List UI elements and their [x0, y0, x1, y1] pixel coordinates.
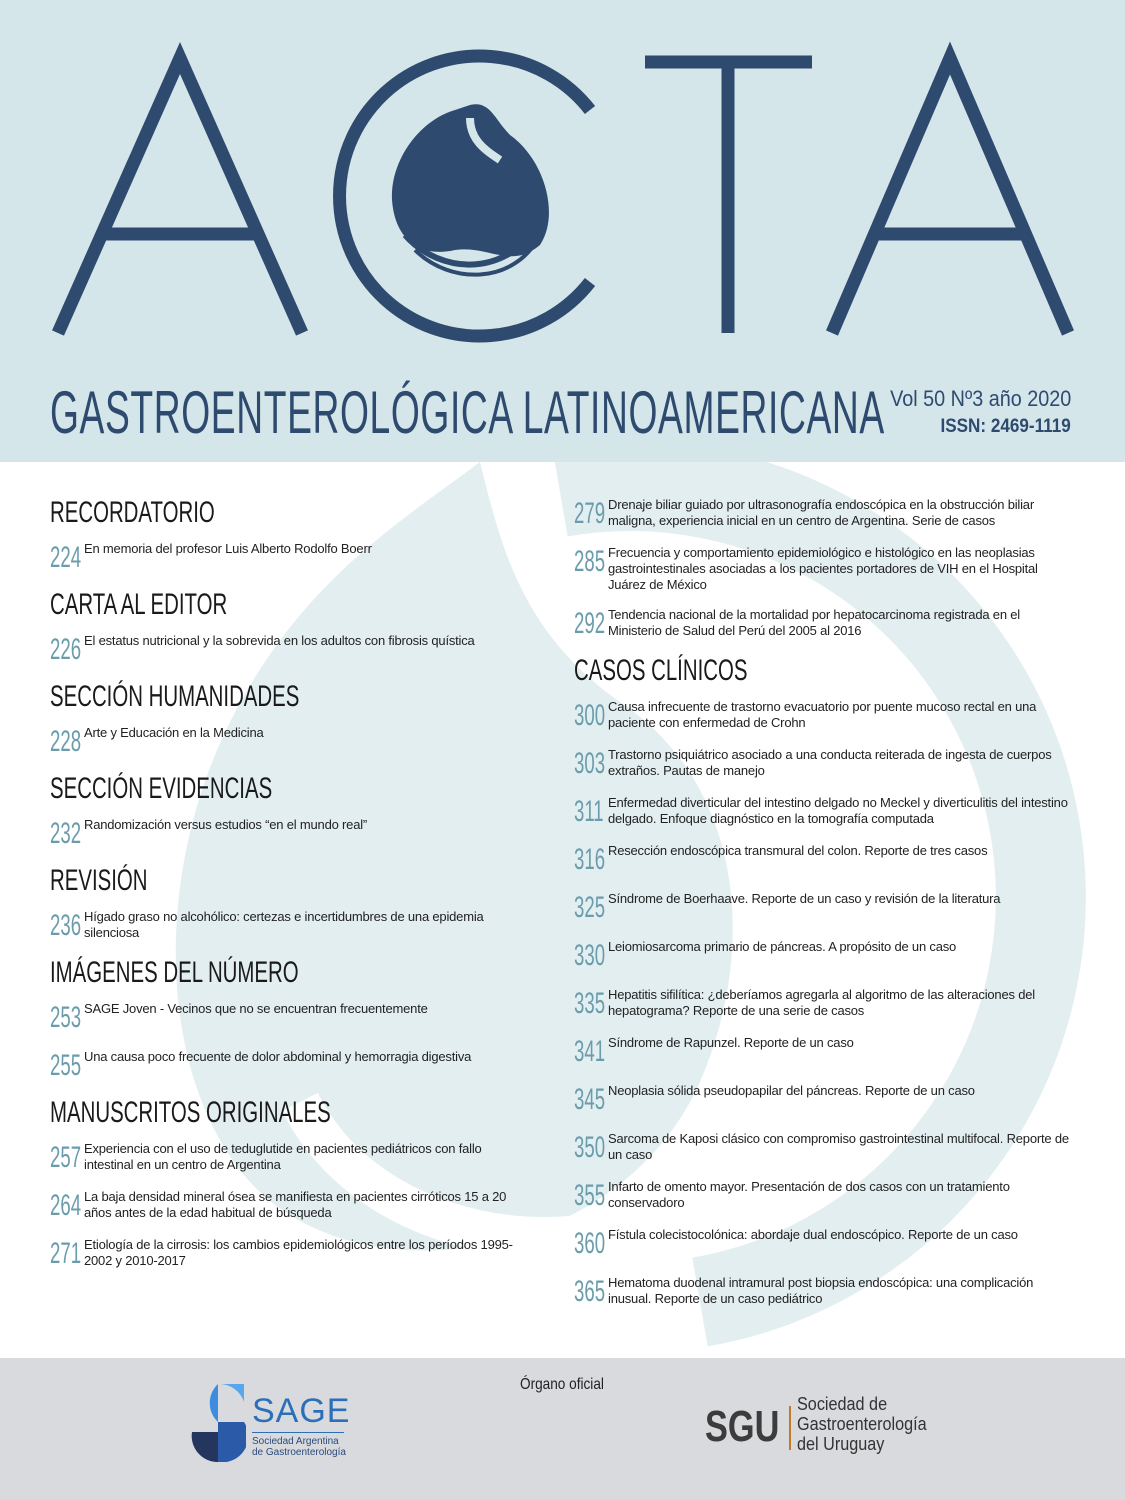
toc-entry[interactable] [50, 1141, 530, 1189]
toc-entry[interactable] [574, 987, 1074, 1035]
section-heading: RECORDATORIO [50, 496, 215, 529]
sgu-abbr: SGU [705, 1402, 780, 1451]
sage-subtitle: Sociedad Argentina [252, 1436, 339, 1447]
toc-entry[interactable] [574, 1227, 1074, 1275]
toc-section [50, 773, 530, 865]
sage-s-icon [190, 1382, 246, 1462]
toc-section [50, 957, 530, 1097]
toc-entry[interactable] [574, 607, 1074, 655]
article-title: Trastorno psiquiátrico asociado a una conducta reiterada de ingesta de cuerpos extraños. Pautas de manejo [608, 747, 1052, 778]
acta-logo [0, 0, 1125, 370]
toc-entry[interactable] [50, 1001, 530, 1049]
cover-header [0, 0, 1125, 462]
article-title: El estatus nutricional y la sobrevida en los adultos con fibrosis quística [84, 633, 475, 648]
page-number: 355 [574, 1179, 606, 1212]
toc-section [574, 655, 1074, 1323]
page-number: 271 [50, 1237, 82, 1270]
article-title: Experiencia con el uso de teduglutide en pacientes pediátricos con fallo intestinal en un centro de Argentina [84, 1141, 482, 1172]
cover-footer [0, 1358, 1125, 1500]
article-title: Fístula colecistocolónica: abordaje dual endoscópico. Reporte de un caso [608, 1227, 1018, 1242]
page-number: 300 [574, 699, 606, 732]
article-title: Infarto de omento mayor. Presentación de dos casos con un tratamiento conservadoro [608, 1179, 1010, 1210]
article-title: Neoplasia sólida pseudopapilar del páncreas. Reporte de un caso [608, 1083, 975, 1098]
section-heading: REVISIÓN [50, 864, 148, 897]
page-number: 303 [574, 747, 606, 780]
article-title: En memoria del profesor Luis Alberto Rodolfo Boerr [84, 541, 372, 556]
page-number: 264 [50, 1189, 82, 1222]
toc-entry[interactable] [574, 497, 1074, 545]
page-number: 350 [574, 1131, 606, 1164]
toc-entry[interactable] [574, 1083, 1074, 1131]
issn: ISSN: 2469-1119 [940, 416, 1071, 437]
page-number: 255 [50, 1049, 82, 1082]
toc-entry[interactable] [50, 909, 530, 957]
toc-section [50, 865, 530, 957]
page-number: 365 [574, 1275, 606, 1308]
sage-logo [190, 1382, 351, 1467]
article-title: Causa infrecuente de trastorno evacuatorio por puente mucoso rectal en una paciente con enfermedad de Crohn [608, 699, 1037, 730]
page-number: 345 [574, 1083, 606, 1116]
page-number: 335 [574, 987, 606, 1020]
sgu-name: Sociedad de [797, 1394, 888, 1414]
sgu-name: del Uruguay [797, 1434, 885, 1454]
toc-entry[interactable] [50, 1049, 530, 1097]
article-title: Leiomiosarcoma primario de páncreas. A propósito de un caso [608, 939, 957, 954]
section-heading: SECCIÓN EVIDENCIAS [50, 772, 273, 805]
toc-entry[interactable] [574, 939, 1074, 987]
page-number: 224 [50, 541, 82, 574]
page-number: 311 [574, 795, 604, 828]
page-number: 285 [574, 545, 606, 578]
toc-entry[interactable] [574, 1131, 1074, 1179]
page-number: 236 [50, 909, 82, 942]
toc-entry[interactable] [574, 699, 1074, 747]
toc-entry[interactable] [574, 1035, 1074, 1083]
page-number: 330 [574, 939, 606, 972]
page-number: 325 [574, 891, 606, 924]
page-number: 279 [574, 497, 606, 530]
toc-entry[interactable] [574, 545, 1074, 607]
page-number: 292 [574, 607, 606, 640]
page-number: 232 [50, 817, 82, 850]
toc-left-column [50, 497, 530, 1285]
toc-section [50, 681, 530, 773]
article-title: Drenaje biliar guiado por ultrasonografía endoscópica en la obstrucción biliar maligna, experiencia inicial en un centro de Argentina. Serie de casos [608, 497, 1034, 528]
volume-info: Vol 50 Nº3 año 2020 [889, 386, 1071, 411]
article-title: Frecuencia y comportamiento epidemiológico e histológico en las neoplasias gastrointestinales asociadas a los pacientes portadores de VIH en el Hospital Juárez de México [608, 545, 1038, 592]
article-title: Hematoma duodenal intramural post biopsia endoscópica: una complicación inusual. Reporte de un caso pediátrico [608, 1275, 1034, 1306]
article-title: Resección endoscópica transmural del colon. Reporte de tres casos [608, 843, 988, 858]
section-heading: CARTA AL EDITOR [50, 588, 228, 621]
toc-entry[interactable] [50, 1189, 530, 1237]
toc-entry[interactable] [50, 817, 530, 865]
toc-entry[interactable] [50, 633, 530, 681]
journal-subtitle: GASTROENTEROLÓGICA LATINOAMERICANA [50, 379, 885, 446]
sage-name: SAGE [252, 1392, 351, 1430]
toc-entry[interactable] [574, 891, 1074, 939]
article-title: Arte y Educación en la Medicina [84, 725, 264, 740]
divider [789, 1406, 791, 1450]
article-title: Etiología de la cirrosis: los cambios epidemiológicos entre los períodos 1995-2002 y 2010-2017 [84, 1237, 513, 1268]
article-title: Tendencia nacional de la mortalidad por hepatocarcinoma registrada en el Ministerio de Salud del Perú del 2005 al 2016 [608, 607, 1020, 638]
article-title: La baja densidad mineral ósea se manifiesta en pacientes cirróticos 15 a 20 años antes de la edad habitual de búsqueda [84, 1189, 507, 1220]
page-number: 257 [50, 1141, 82, 1174]
sage-subtitle: de Gastroenterología [252, 1447, 346, 1458]
toc-entry[interactable] [50, 725, 530, 773]
section-heading: MANUSCRITOS ORIGINALES [50, 1096, 331, 1129]
page-number: 360 [574, 1227, 606, 1260]
section-heading: IMÁGENES DEL NÚMERO [50, 956, 299, 989]
toc-entry[interactable] [50, 541, 530, 589]
section-heading: CASOS CLÍNICOS [574, 654, 748, 687]
page-number: 226 [50, 633, 82, 666]
toc-entry[interactable] [574, 795, 1074, 843]
toc-entry[interactable] [574, 1275, 1074, 1323]
page-number: 341 [574, 1035, 606, 1068]
toc-section [50, 1097, 530, 1285]
toc-section [50, 497, 530, 589]
toc-entry[interactable] [50, 1237, 530, 1285]
toc-entry[interactable] [574, 747, 1074, 795]
article-title: Sarcoma de Kaposi clásico con compromiso gastrointestinal multifocal. Reporte de un caso [608, 1131, 1069, 1162]
article-title: Hígado graso no alcohólico: certezas e incertidumbres de una epidemia silenciosa [84, 909, 484, 940]
sgu-name: Gastroenterología [797, 1414, 927, 1434]
toc-entry[interactable] [574, 843, 1074, 891]
article-title: Hepatitis sifilítica: ¿deberíamos agregarla al algoritmo de las alteraciones del hepatograma? Reporte de una serie de casos [608, 987, 1035, 1018]
organo-oficial-label: Órgano oficial [520, 1376, 604, 1393]
article-title: Síndrome de Rapunzel. Reporte de un caso [608, 1035, 854, 1050]
article-title: Randomización versus estudios “en el mundo real” [84, 817, 368, 832]
article-title: Una causa poco frecuente de dolor abdominal y hemorragia digestiva [84, 1049, 472, 1064]
page-number: 316 [574, 843, 606, 876]
toc-entry[interactable] [574, 1179, 1074, 1227]
page-number: 228 [50, 725, 82, 758]
article-title: SAGE Joven - Vecinos que no se encuentran frecuentemente [84, 1001, 428, 1016]
toc-right-column [574, 497, 1074, 1323]
article-title: Síndrome de Boerhaave. Reporte de un caso y revisión de la literatura [608, 891, 1001, 906]
divider [252, 1432, 344, 1433]
toc-section [50, 589, 530, 681]
section-heading: SECCIÓN HUMANIDADES [50, 680, 300, 713]
page-number: 253 [50, 1001, 82, 1034]
article-title: Enfermedad diverticular del intestino delgado no Meckel y diverticulitis del intestino delgado. Enfoque diagnóstico en la tomografía computada [608, 795, 1068, 826]
